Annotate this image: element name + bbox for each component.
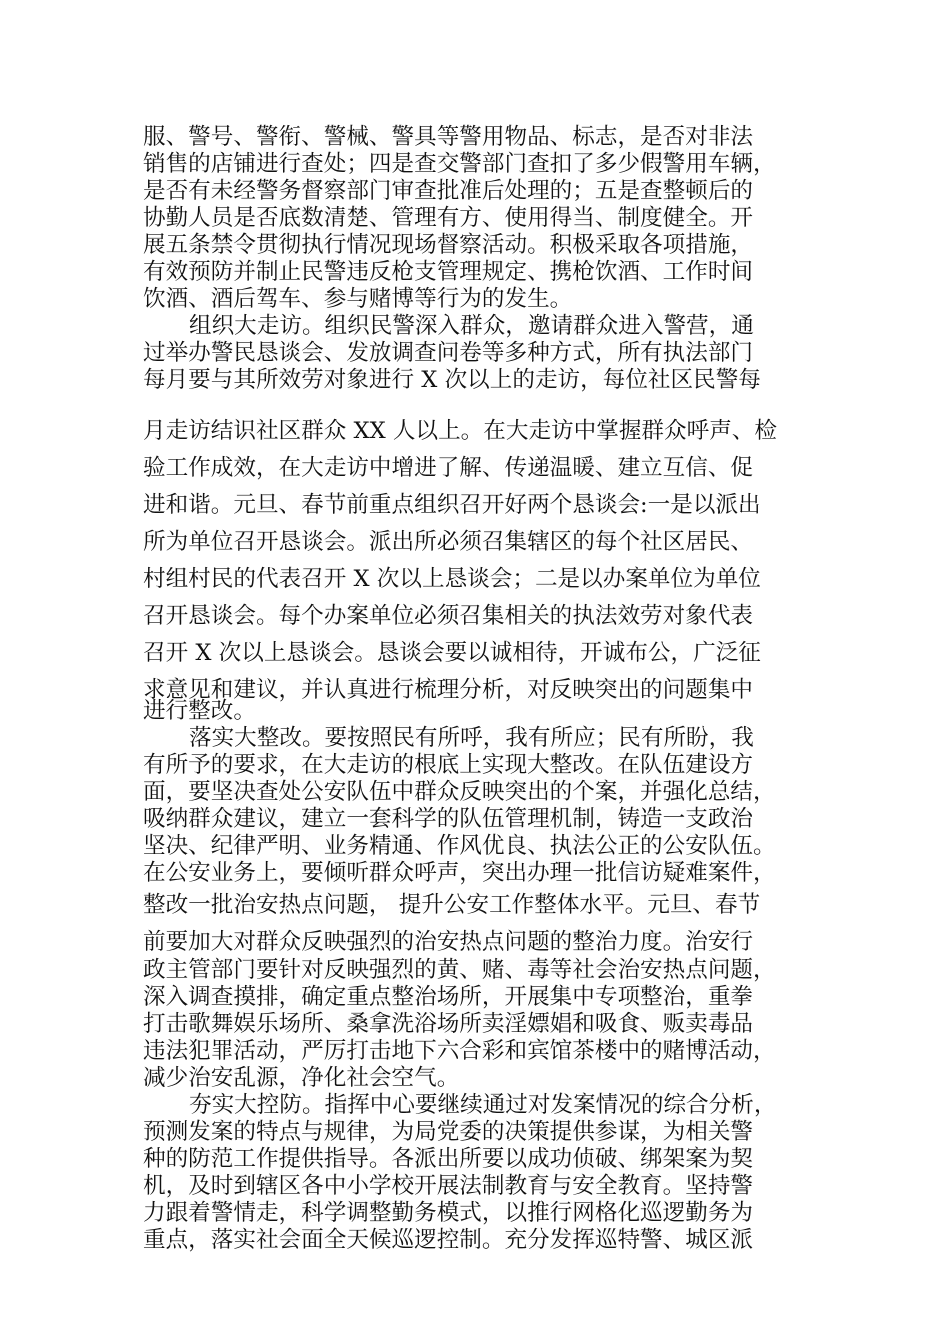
- text-line: 服、警号、警衔、警械、警具等警用物品、标志，是否对非法: [143, 124, 754, 150]
- text-line: 销售的店铺进行查处；四是查交警部门查扣了多少假警用车辆，: [143, 151, 776, 177]
- text-line: 进和谐。元旦、春节前重点组织召开好两个恳谈会:一是以派出: [143, 492, 761, 518]
- text-line: 展五条禁令贯彻执行情况现场督察活动。积极采取各项措施，: [143, 232, 754, 258]
- text-line: 重点，落实社会面全天候巡逻控制。充分发挥巡特警、城区派: [143, 1227, 754, 1253]
- text-line: 减少治安乱源，净化社会空气。: [143, 1065, 460, 1091]
- text-line: 验工作成效，在大走访中增进了解、传递温暖、建立互信、促: [143, 455, 754, 481]
- text-line: 坚决、纪律严明、业务精通、作风优良、执法公正的公安队伍。: [143, 833, 776, 859]
- text-line: 违法犯罪活动，严厉打击地下六合彩和宾馆茶楼中的赌博活动，: [143, 1038, 776, 1064]
- text-line: 面，要坚决查处公安队伍中群众反映突出的个案，并强化总结，: [143, 779, 776, 805]
- text-line: 进行整改。: [143, 698, 256, 724]
- text-line: 整改一批治安热点问题， 提升公安工作整体水平。元旦、春节: [143, 892, 761, 918]
- text-line: 召开 X 次以上恳谈会。恳谈会要以诚相待，开诚布公，广泛征: [143, 640, 761, 666]
- text-line: 政主管部门要针对反映强烈的黄、赌、毒等社会治安热点问题，: [143, 957, 776, 983]
- text-line: 召开恳谈会。每个办案单位必须召集相关的执法效劳对象代表: [143, 603, 754, 629]
- text-line: 有效预防并制止民警违反枪支管理规定、携枪饮酒、工作时间: [143, 259, 754, 285]
- text-line: 前要加大对群众反映强烈的治安热点问题的整治力度。治安行: [143, 929, 754, 955]
- paragraph-heading-line: 组织大走访。组织民警深入群众，邀请群众进入警营，通: [189, 313, 754, 339]
- paragraph-heading-line: 夯实大控防。指挥中心要继续通过对发案情况的综合分析，: [189, 1092, 777, 1118]
- text-line: 机，及时到辖区各中小学校开展法制教育与安全教育。坚持警: [143, 1173, 754, 1199]
- text-line: 所为单位召开恳谈会。派出所必须召集辖区的每个社区居民、: [143, 529, 754, 555]
- text-line: 每月要与其所效劳对象进行 X 次以上的走访，每位社区民警每: [143, 367, 761, 393]
- text-line: 有所予的要求，在大走访的根底上实现大整改。在队伍建设方: [143, 752, 754, 778]
- text-line: 村组村民的代表召开 X 次以上恳谈会；二是以办案单位为单位: [143, 566, 761, 592]
- text-line: 在公安业务上，要倾听群众呼声，突出办理一批信访疑难案件，: [143, 860, 776, 886]
- text-line: 力跟着警情走，科学调整勤务模式，以推行网格化巡逻勤务为: [143, 1200, 754, 1226]
- text-line: 求意见和建议，并认真进行梳理分析，对反映突出的问题集中: [143, 677, 754, 703]
- text-line: 吸纳群众建议，建立一套科学的队伍管理机制，铸造一支政治: [143, 806, 754, 832]
- text-line: 深入调查摸排，确定重点整治场所，开展集中专项整治，重拳: [143, 984, 754, 1010]
- text-line: 协勤人员是否底数清楚、管理有方、使用得当、制度健全。开: [143, 205, 754, 231]
- paragraph-heading-line: 落实大整改。要按照民有所呼，我有所应；民有所盼，我: [189, 725, 754, 751]
- text-line: 月走访结识社区群众 XX 人以上。在大走访中掌握群众呼声、检: [143, 418, 777, 444]
- text-line: 饮酒、酒后驾车、参与赌博等行为的发生。: [143, 286, 573, 312]
- text-line: 是否有未经警务督察部门审查批准后处理的；五是查整顿后的: [143, 178, 754, 204]
- text-line: 种的防范工作提供指导。各派出所要以成功侦破、绑架案为契: [143, 1146, 754, 1172]
- text-line: 预测发案的特点与规律，为局党委的决策提供参谋，为相关警: [143, 1119, 754, 1145]
- text-line: 过举办警民恳谈会、发放调查问卷等多种方式，所有执法部门: [143, 340, 754, 366]
- text-line: 打击歌舞娱乐场所、桑拿洗浴场所卖淫嫖娼和吸食、贩卖毒品: [143, 1011, 754, 1037]
